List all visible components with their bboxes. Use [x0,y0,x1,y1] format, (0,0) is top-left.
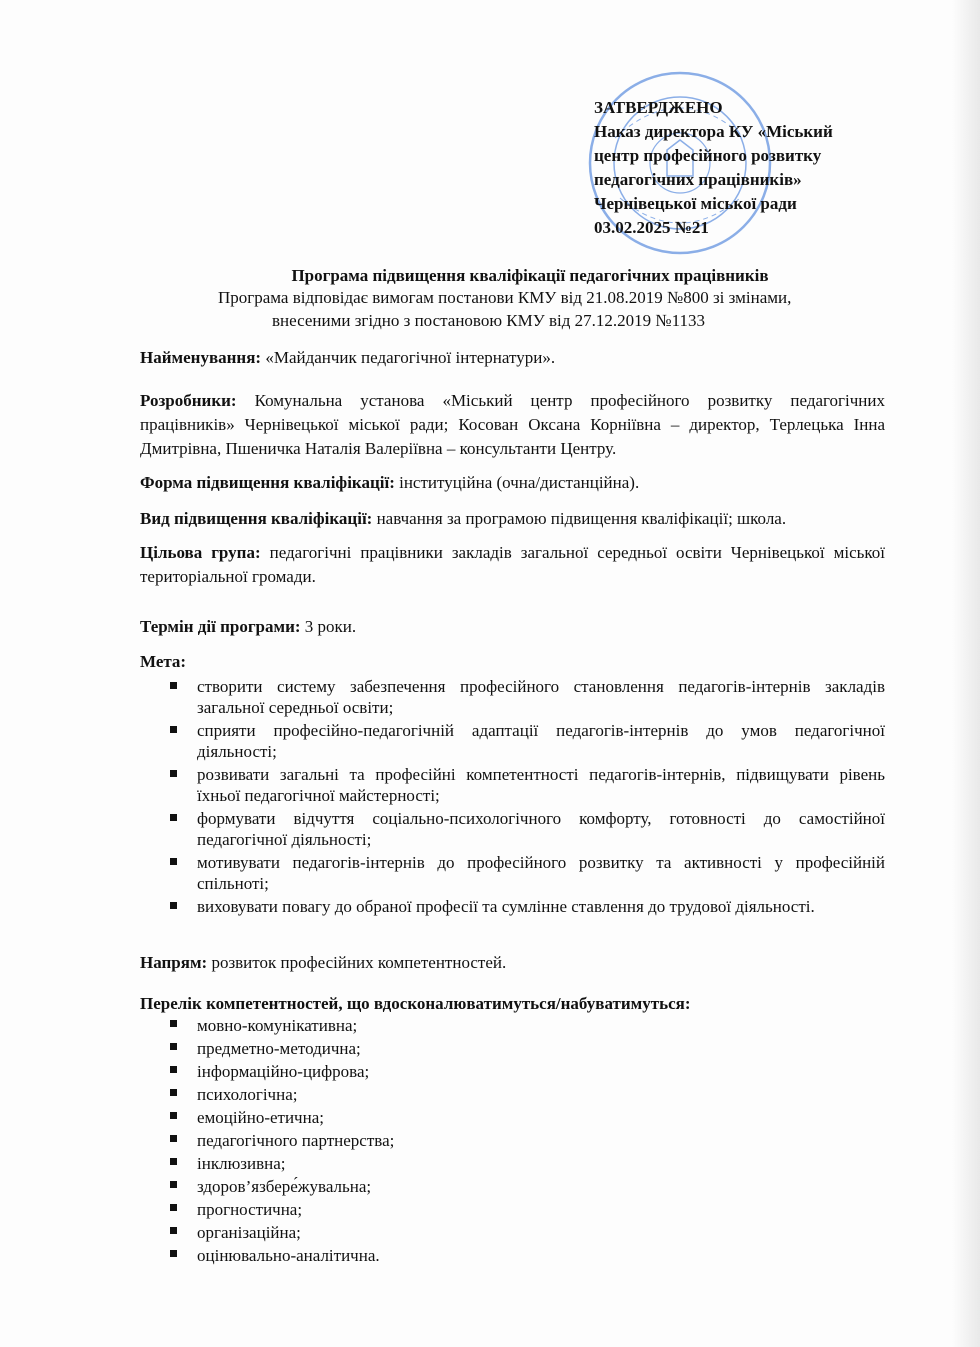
bullet-icon [170,1135,177,1142]
bullet-icon [170,902,177,909]
field-term [140,615,885,639]
document-title: Програма підвищення кваліфікації педагогічних працівників [291,266,769,285]
bullet-icon [170,1066,177,1073]
field-value: розвиток професійних компетентностей. [211,953,507,972]
list-item-text: інформаційно-цифрова; [197,1062,370,1081]
list-item-text: формувати відчуття соціально-психологічного комфорту, готовності до самостійної педагогічної діяльності; [197,809,885,849]
field-value: педагогічні працівники закладів загальної середньої освіти Чернівецької міської територіальної громади. [140,543,886,586]
field-target [140,541,885,589]
list-item-text: організаційна; [197,1223,301,1242]
list-item [140,720,885,762]
list-item-text: здоров’язбере́жувальна; [197,1177,372,1196]
approval-block [594,96,833,240]
list-item-text: сприяти професійно-педагогічній адаптації педагогів-інтернів до умов педагогічної діяльності; [197,721,885,761]
bullet-icon [170,1250,177,1257]
goals-list [140,676,885,919]
list-item [140,676,885,718]
list-item-text: прогностична; [197,1200,303,1219]
list-item [140,852,885,894]
field-label: Форма підвищення кваліфікації: [140,473,395,492]
field-label: Перелік компетентностей, що вдосконалюватимуться/набуватимуться: [140,994,691,1013]
list-item-text: предметно-методична; [197,1039,361,1058]
approval-line: Чернівецької міської ради [594,194,797,213]
list-item [140,764,885,806]
bullet-icon [170,1020,177,1027]
list-item [140,1037,885,1060]
list-item-text: психологічна; [197,1085,298,1104]
approval-line: ЗАТВЕРДЖЕНО [594,98,723,117]
list-item-text: створити систему забезпечення професійного становлення педагогів-інтернів закладів загальної середньої освіти; [197,677,885,717]
bullet-icon [170,1043,177,1050]
bullet-icon [170,726,177,733]
list-item [140,896,885,917]
field-label: Мета: [140,652,187,671]
list-item-text: мотивувати педагогів-інтернів до професійного розвитку та активності у професійній спільноті; [197,853,885,893]
bullet-icon [170,1089,177,1096]
list-item-text: мовно-комунікативна; [197,1016,358,1035]
field-label: Найменування: [140,348,262,367]
field-goal [140,650,885,674]
bullet-icon [170,682,177,689]
list-item [140,1198,885,1221]
field-value: 3 роки. [304,617,357,636]
field-form [140,471,885,495]
list-item-text: виховувати повагу до обраної професії та сумлінне ставлення до трудової діяльності. [197,897,815,916]
field-name [140,346,885,370]
approval-line: педагогічних працівників» [594,170,802,189]
field-developers [140,389,885,461]
approval-line: 03.02.2025 №21 [594,218,709,237]
list-item [140,1244,885,1267]
bullet-icon [170,1204,177,1211]
approval-line: центр професійного розвитку [594,146,822,165]
list-item [140,1221,885,1244]
list-item [140,1129,885,1152]
document-subtitle: Програма відповідає вимогам постанови КМУ від 21.08.2019 №800 зі змінами, [218,288,792,307]
field-label: Термін дії програми: [140,617,301,636]
list-item [140,1060,885,1083]
document-subtitle: внесеними згідно з постановою КМУ від 27.12.2019 №1133 [272,311,706,330]
bullet-icon [170,1112,177,1119]
bullet-icon [170,770,177,777]
field-label: Вид підвищення кваліфікації: [140,509,373,528]
list-item-text: емоційно-етична; [197,1108,324,1127]
list-item-text: інклюзивна; [197,1154,286,1173]
field-value: «Майданчик педагогічної інтернатури». [265,348,556,367]
list-item [140,1014,885,1037]
field-competences [140,992,885,1016]
field-value: навчання за програмою підвищення кваліфікації; школа. [376,509,787,528]
bullet-icon [170,1181,177,1188]
field-kind [140,507,885,531]
bullet-icon [170,1158,177,1165]
list-item-text: педагогічного партнерства; [197,1131,395,1150]
list-item-text: розвивати загальні та професійні компетентності педагогів-інтернів, підвищувати рівень їхньої педагогічної майстерності; [197,765,885,805]
bullet-icon [170,1227,177,1234]
list-item [140,1152,885,1175]
field-value: Комунальна установа «Міський центр професійного розвитку педагогічних працівників» Чернівецької міської ради; Косован Оксана Корніївна – директор, Терлецька Інна Дмитрівна, Пшеничка Наталія Валеріївна – консультанти Центру. [140,391,885,458]
approval-line: Наказ директора КУ «Міський [594,122,833,141]
field-value: інституційна (очна/дистанційна). [399,473,640,492]
list-item [140,1106,885,1129]
field-direction [140,951,885,975]
competences-list [140,1014,885,1267]
list-item [140,1175,885,1198]
field-label: Цільова група: [140,543,261,562]
page-edge-shadow [952,0,980,1347]
field-label: Розробники: [140,391,237,410]
list-item-text: оцінювально-аналітична. [197,1246,380,1265]
field-label: Напрям: [140,953,208,972]
bullet-icon [170,858,177,865]
bullet-icon [170,814,177,821]
list-item [140,808,885,850]
list-item [140,1083,885,1106]
